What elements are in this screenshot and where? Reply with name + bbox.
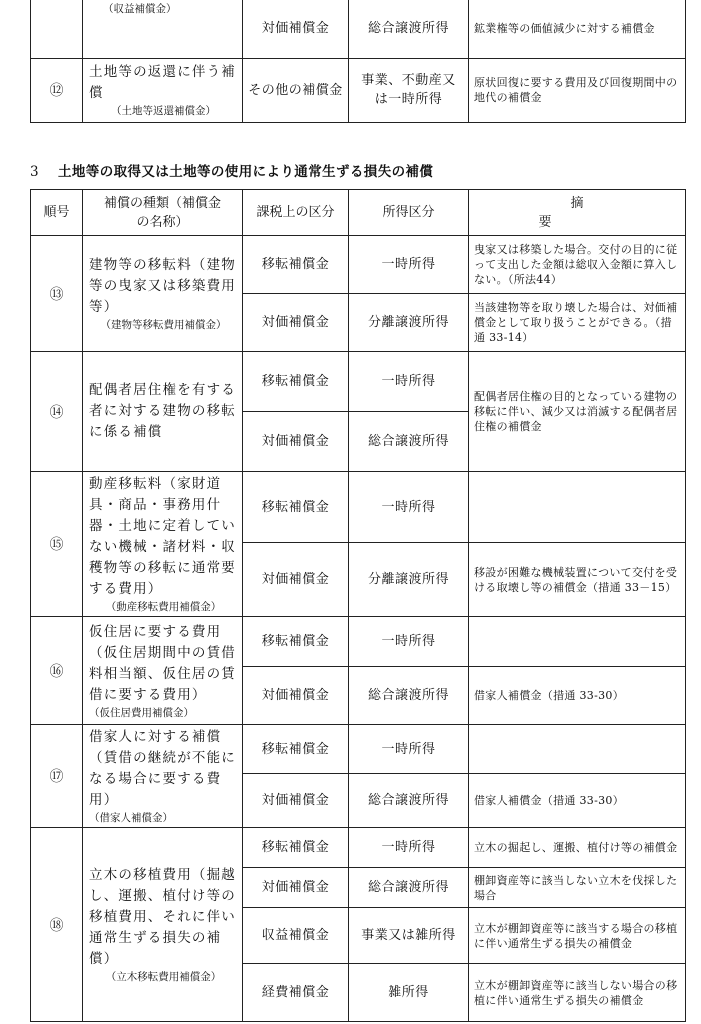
tax-category: 対価補償金 (243, 294, 349, 352)
summary-note: 借家人補償金（措通 33-30） (469, 774, 686, 828)
income-category: 総合譲渡所得 (349, 868, 469, 908)
compensation-kind (83, 0, 243, 58)
income-category: 分離譲渡所得 (349, 543, 469, 617)
income-category: 分離譲渡所得 (349, 294, 469, 352)
summary-note: 立木が棚卸資産等に該当する場合の移植に伴い通常生ずる損失の補償金 (469, 908, 686, 964)
summary-note: 立木の掘起し、運搬、植付け等の補償金 (469, 828, 686, 868)
summary-note: 曳家又は移築した場合。交付の目的に従って支出した金額は総収入金額に算入しない。（所法44） (469, 236, 686, 294)
compensation-kind-main: 仮住居に要する費用（仮住居期間中の賃借料相当額、仮住居の賃借に要する費用） (89, 623, 236, 703)
row-number: ⑭ (31, 352, 83, 472)
table-row (31, 472, 686, 543)
income-category: 事業、不動産又は一時所得 (349, 58, 469, 122)
table-row (31, 352, 686, 412)
compensation-kind-main: 配偶者居住権を有する者に対する建物の移転に係る補償 (89, 382, 236, 440)
table-row (31, 0, 686, 58)
header-note: 摘要 (469, 190, 686, 236)
row-number: ⑫ (31, 58, 83, 122)
compensation-kind-sub: （建物等移転費用補償金） (100, 319, 227, 331)
row-number (31, 0, 83, 58)
row-number: ⑬ (31, 236, 83, 352)
summary-note (469, 725, 686, 774)
header-kind: 補償の種類（補償金の名称） (83, 190, 243, 236)
row-number: ⑱ (31, 828, 83, 1022)
table-header-row (31, 190, 686, 236)
compensation-kind (83, 352, 243, 472)
income-category: 総合譲渡所得 (349, 412, 469, 472)
summary-note: 鉱業権等の価値減少に対する補償金 (469, 0, 686, 58)
compensation-kind-sub: （立木移転費用補償金） (105, 971, 222, 983)
tax-category: 対価補償金 (243, 774, 349, 828)
header-category: 課税上の区分 (243, 190, 349, 236)
compensation-kind-sub: （土地等返還補償金） (111, 105, 216, 117)
summary-note (469, 472, 686, 543)
header-income: 所得区分 (349, 190, 469, 236)
income-category: 一時所得 (349, 472, 469, 543)
section-number: 3 (30, 164, 39, 180)
summary-note: 棚卸資産等に該当しない立木を伐採した場合 (469, 868, 686, 908)
income-category: 総合譲渡所得 (349, 0, 469, 58)
compensation-kind-sub: （収益補償金） (103, 3, 177, 15)
compensation-kind (83, 828, 243, 1022)
compensation-kind-sub: （仮住居費用補償金） (89, 706, 194, 719)
income-category: 一時所得 (349, 352, 469, 412)
summary-note: 借家人補償金（措通 33-30） (469, 667, 686, 725)
tax-category: 移転補償金 (243, 352, 349, 412)
compensation-kind-main: 借家人に対する補償（賃借の継続が不能になる場合に要する費用） (89, 729, 236, 808)
tax-category: 移転補償金 (243, 236, 349, 294)
header-number: 順号 (31, 190, 83, 236)
tax-category: 対価補償金 (243, 0, 349, 58)
compensation-kind (83, 472, 243, 617)
table-row (31, 236, 686, 294)
tax-category: 対価補償金 (243, 667, 349, 725)
row-number: ⑮ (31, 472, 83, 617)
summary-note: 配偶者居住権の目的となっている建物の移転に伴い、減少又は消滅する配偶者居住権の補償金 (469, 352, 686, 472)
row-number: ⑯ (31, 617, 83, 725)
table-row (31, 58, 686, 122)
section-title: 土地等の取得又は土地等の使用により通常生ずる損失の補償 (58, 164, 434, 180)
tax-category: 移転補償金 (243, 828, 349, 868)
table-row (31, 828, 686, 868)
tax-category: その他の補償金 (243, 58, 349, 122)
income-category: 総合譲渡所得 (349, 667, 469, 725)
compensation-table (30, 189, 686, 1022)
row-number: ⑰ (31, 725, 83, 828)
summary-note (469, 617, 686, 667)
tax-category: 対価補償金 (243, 543, 349, 617)
compensation-kind (83, 58, 243, 122)
compensation-kind (83, 617, 243, 725)
compensation-kind-main: 立木の移植費用（掘越し、運搬、植付け等の移植費用、それに伴い通常生ずる損失の補償） (89, 867, 236, 967)
compensation-kind-main: 動産移転料（家財道具・商品・事務用什器・土地に定着していない機械・諸材料・収穫物等の移転に通常要する費用） (89, 476, 236, 597)
tax-category: 移転補償金 (243, 472, 349, 543)
income-category: 一時所得 (349, 617, 469, 667)
income-category: 一時所得 (349, 725, 469, 774)
summary-note: 立木が棚卸資産等に該当しない場合の移植に伴い通常生ずる損失の補償金 (469, 964, 686, 1022)
summary-note: 移設が困難な機械装置について交付を受ける取壊し等の補償金（措通 33－15） (469, 543, 686, 617)
summary-note: 当該建物等を取り壊した場合は、対価補償金として取り扱うことができる。（措通 33-14） (469, 294, 686, 352)
income-category: 雑所得 (349, 964, 469, 1022)
income-category: 事業又は雑所得 (349, 908, 469, 964)
compensation-kind-main: 土地等の返還に伴う補償 (89, 64, 236, 101)
top-table (30, 0, 686, 123)
tax-category: 対価補償金 (243, 412, 349, 472)
compensation-kind-main: 建物等の移転料（建物等の曳家又は移築費用等） (89, 257, 236, 315)
compensation-kind-sub: （借家人補償金） (89, 812, 173, 824)
table-row (31, 725, 686, 774)
income-category: 一時所得 (349, 828, 469, 868)
table-row (31, 617, 686, 667)
compensation-kind-sub: （動産移転費用補償金） (105, 601, 222, 613)
tax-category: 移転補償金 (243, 725, 349, 774)
tax-category: 移転補償金 (243, 617, 349, 667)
income-category: 総合譲渡所得 (349, 774, 469, 828)
tax-category: 対価補償金 (243, 868, 349, 908)
compensation-kind (83, 236, 243, 352)
section-heading (30, 160, 433, 180)
tax-category: 収益補償金 (243, 908, 349, 964)
income-category: 一時所得 (349, 236, 469, 294)
summary-note: 原状回復に要する費用及び回復期間中の地代の補償金 (469, 58, 686, 122)
compensation-kind (83, 725, 243, 828)
tax-category: 経費補償金 (243, 964, 349, 1022)
